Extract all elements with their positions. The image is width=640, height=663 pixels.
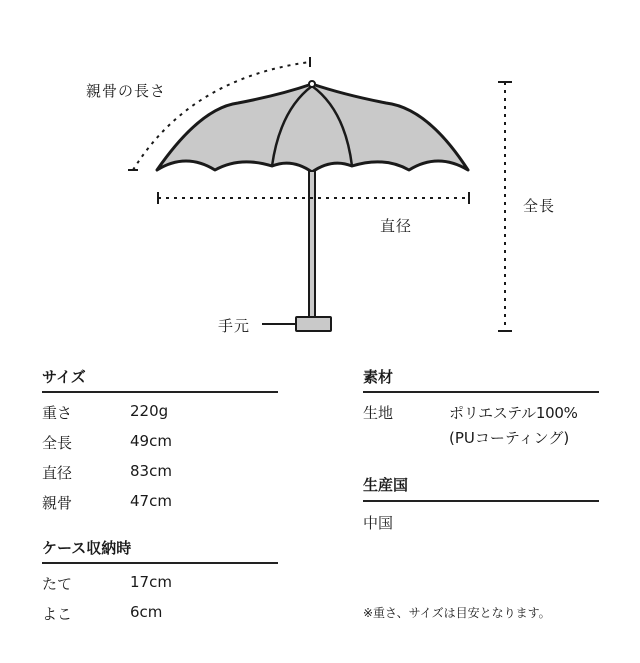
umbrella-handle [296, 317, 331, 331]
umbrella-shaft [309, 171, 315, 317]
umbrella-tip [309, 81, 315, 87]
spec-value: 220g [130, 402, 169, 420]
spec-value: 49cm [130, 432, 172, 450]
case-divider [42, 562, 278, 564]
size-section-title: サイズ [42, 368, 86, 386]
spec-value: 6cm [130, 603, 163, 621]
spec-key: 親骨 [42, 494, 73, 512]
spec-key: 直径 [42, 464, 73, 482]
footnote: ※重さ、サイズは目安となります。 [363, 606, 551, 620]
spec-key: たて [42, 575, 73, 593]
total-length-label: 全長 [523, 197, 556, 215]
spec-value: 47cm [130, 492, 172, 510]
spec-value: 83cm [130, 462, 172, 480]
spec-key: よこ [42, 605, 73, 623]
origin-section-title: 生産国 [363, 476, 409, 494]
spec-key: 全長 [42, 434, 73, 452]
case-section-title: ケース収納時 [42, 539, 132, 557]
spec-value: 17cm [130, 573, 172, 591]
spec-key: 重さ [42, 404, 73, 422]
material-divider [363, 391, 599, 393]
material-key: 生地 [363, 404, 394, 422]
size-divider [42, 391, 278, 393]
diameter-label: 直径 [380, 217, 413, 235]
origin-divider [363, 500, 599, 502]
handle-label: 手元 [218, 317, 251, 335]
rib-length-label: 親骨の長さ [86, 82, 167, 100]
material-section-title: 素材 [363, 368, 394, 386]
umbrella-canopy [157, 84, 468, 172]
origin-value: 中国 [363, 514, 394, 532]
material-value-line2: (PUコーティング) [449, 429, 570, 447]
material-value-line1: ポリエステル100% [449, 404, 578, 422]
